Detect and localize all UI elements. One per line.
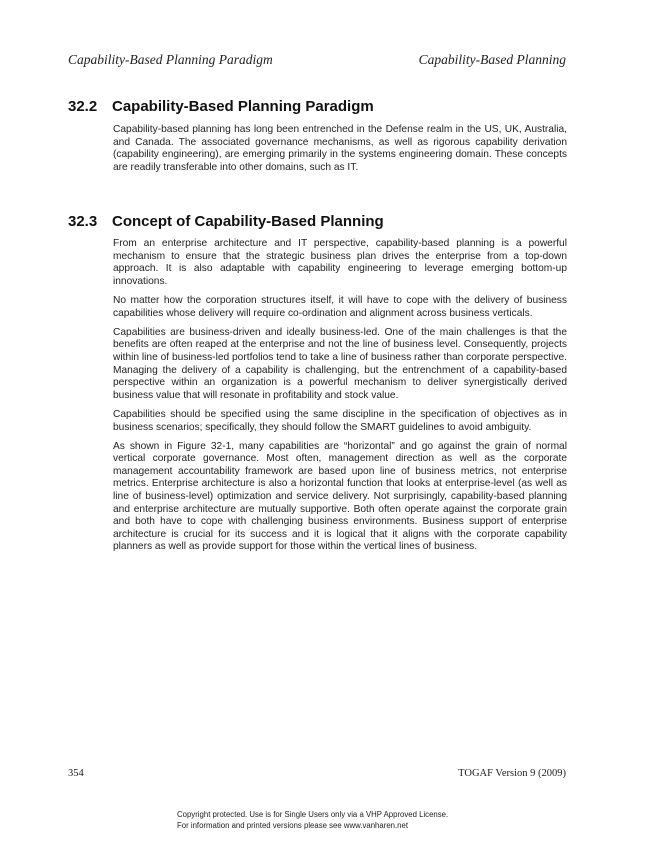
paragraph: Capabilities should be specified using the same discipline in the specification of objectives as in business scenarios; specifically, they should follow the SMART guidelines to avoid ambiguity. xyxy=(113,408,567,433)
copyright-notice xyxy=(177,810,448,831)
copyright-line: Copyright protected. Use is for Single Users only via a VHP Approved License. xyxy=(177,810,449,819)
paragraph: No matter how the corporation structures itself, it will have to cope with the delivery of business capabilities whose delivery will require co-ordination and alignment across business verticals. xyxy=(113,294,567,319)
section-body-32-3 xyxy=(113,238,567,561)
copyright-line: For information and printed versions please see www.vanharen.net xyxy=(177,820,409,830)
section-body-32-2 xyxy=(113,124,567,181)
paragraph: Capability-based planning has long been entrenched in the Defense realm in the US, UK, Australia, and Canada. The associated governance mechanisms, as well as rigorous capability derivation (capability engineering), are emerging primarily in the systems engineering domain. These concepts are readily transferable into other domains, such as IT. xyxy=(113,124,567,173)
running-header-left: Capability-Based Planning Paradigm xyxy=(68,52,273,67)
paragraph: From an enterprise architecture and IT perspective, capability-based planning is a powerful mechanism to ensure that the strategic business plan drives the enterprise from a top-down approach. It is also adaptable with capability engineering to leverage emerging bottom-up innovations. xyxy=(113,238,567,287)
edition-label: TOGAF Version 9 (2009) xyxy=(458,768,566,779)
page-number: 354 xyxy=(68,768,84,779)
running-header-right: Capability-Based Planning xyxy=(418,52,566,67)
section-heading-32-2 xyxy=(68,98,374,115)
section-heading-32-3 xyxy=(68,213,384,230)
section-title: Concept of Capability-Based Planning xyxy=(112,213,384,230)
paragraph: As shown in Figure 32-1, many capabilities are “horizontal” and go against the grain of normal vertical corporate governance. Most often, management direction as well as the corporate management accountability framework are based upon line of business metrics, not enterprise metrics. Enterprise architecture is also a horizontal function that looks at enterprise-level (as well as line of business-level) optimization and service delivery. Not surprisingly, capability-based planning and enterprise architecture are mutually supportive. Both often operate against the corporate grain and both have to cope with challenging business environments. Business support of enterprise architecture is crucial for its success and it is logical that it aligns with the corporate capability planners as well as provide support for those within the vertical lines of business. xyxy=(113,440,567,553)
paragraph: Capabilities are business-driven and ideally business-led. One of the main challenges is that the benefits are often reaped at the enterprise and not the line of business level. Consequently, projects within line of business-led portfolios tend to take a line of business rather than corporate perspective. Managing the delivery of a capability is challenging, but the entrenchment of a capability-based perspective within an organization is a powerful mechanism to deliver synergistically derived business value that will resonate in profitability and stock value. xyxy=(113,326,567,401)
section-number: 32.3 xyxy=(68,213,98,230)
section-title: Capability-Based Planning Paradigm xyxy=(112,98,374,115)
section-number: 32.2 xyxy=(68,98,98,115)
